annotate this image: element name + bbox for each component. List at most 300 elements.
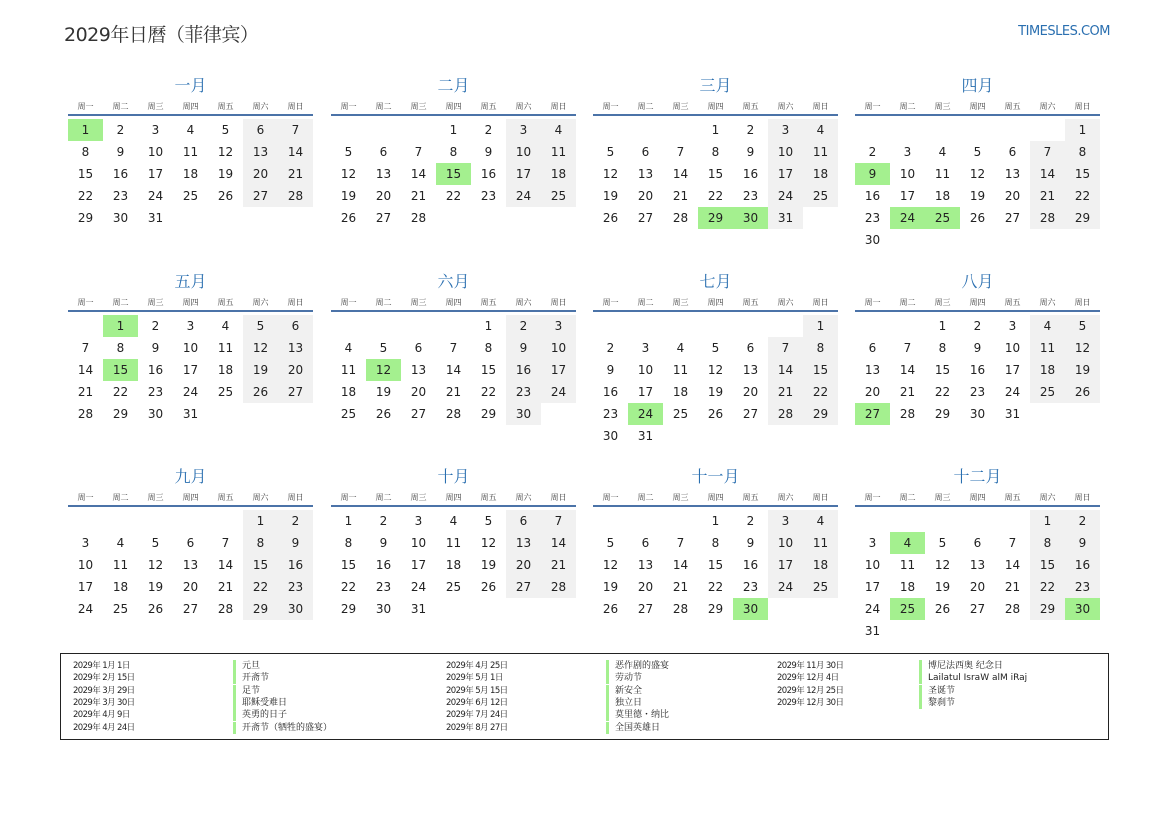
day-cell: 9 xyxy=(278,532,313,554)
day-cell: 19 xyxy=(602,580,619,594)
day-cell: 7 xyxy=(768,337,803,359)
day-cell: 21 xyxy=(541,554,576,576)
day-cell: 21 xyxy=(77,385,94,399)
holiday-legend xyxy=(60,653,1109,740)
weekday-label: 周日 xyxy=(1074,493,1091,502)
weekday-label: 周五 xyxy=(217,298,234,307)
day-cell: 2 xyxy=(746,123,755,137)
day-grid xyxy=(855,315,1100,447)
day-cell: 4 xyxy=(186,123,195,137)
day-cell: 5 xyxy=(221,123,230,137)
day-cell: 3 xyxy=(903,145,912,159)
day-grid xyxy=(68,119,313,251)
day-cell: 8 xyxy=(938,341,947,355)
day-cell: 10 xyxy=(506,141,541,163)
weekday-label: 周三 xyxy=(934,493,951,502)
day-cell: 8 xyxy=(243,532,278,554)
day-cell: 3 xyxy=(186,319,195,333)
day-cell: 17 xyxy=(541,359,576,381)
day-cell: 15 xyxy=(707,167,724,181)
day-cell: 27 xyxy=(243,185,278,207)
day-cell: 20 xyxy=(506,554,541,576)
weekday-label: 周六 xyxy=(1039,493,1056,502)
day-cell: 14 xyxy=(77,363,94,377)
weekday-label: 周一 xyxy=(864,493,881,502)
day-cell: 29 xyxy=(934,407,951,421)
day-grid xyxy=(331,510,576,642)
day-cell: 28 xyxy=(672,211,689,225)
day-cell: 24 xyxy=(768,185,803,207)
day-cell: 23 xyxy=(375,580,392,594)
day-cell: 10 xyxy=(541,337,576,359)
day-cell: 26 xyxy=(969,211,986,225)
weekday-label: 周一 xyxy=(77,493,94,502)
day-cell: 8 xyxy=(344,536,353,550)
day-cell: 18 xyxy=(803,554,838,576)
day-cell: 4 xyxy=(676,341,685,355)
weekday-label: 周二 xyxy=(112,493,129,502)
day-cell: 4 xyxy=(449,514,458,528)
day-cell: 10 xyxy=(768,532,803,554)
day-cell: 14 xyxy=(768,359,803,381)
month-4 xyxy=(855,74,1100,251)
weekday-label: 周五 xyxy=(480,493,497,502)
day-cell: 15 xyxy=(1030,554,1065,576)
day-cell: 5 xyxy=(379,341,388,355)
legend-date: 2029年 6月 12日 xyxy=(446,697,508,708)
day-cell: 16 xyxy=(375,558,392,572)
weekday-label: 周三 xyxy=(934,298,951,307)
weekday-label: 周六 xyxy=(777,298,794,307)
day-cell: 5 xyxy=(606,145,615,159)
month-name: 八月 xyxy=(961,272,994,291)
weekday-label: 周一 xyxy=(864,298,881,307)
day-cell: 28 xyxy=(445,407,462,421)
day-cell: 14 xyxy=(672,167,689,181)
day-cell: 12 xyxy=(602,167,619,181)
weekday-label: 周日 xyxy=(1074,298,1091,307)
weekday-label: 周六 xyxy=(515,493,532,502)
weekday-header xyxy=(331,294,576,312)
day-cell: 6 xyxy=(379,145,388,159)
day-cell: 21 xyxy=(672,189,689,203)
day-cell: 29 xyxy=(243,598,278,620)
day-cell: 4 xyxy=(221,319,230,333)
day-cell: 29 xyxy=(77,211,94,225)
day-cell: 19 xyxy=(340,189,357,203)
day-cell: 10 xyxy=(1004,341,1021,355)
day-cell: 12 xyxy=(480,536,497,550)
legend-date: 2029年 5月 1日 xyxy=(446,673,503,684)
day-cell: 20 xyxy=(182,580,199,594)
day-cell: 9 xyxy=(746,145,755,159)
day-cell: 12 xyxy=(969,167,986,181)
day-cell: 17 xyxy=(899,189,916,203)
day-cell: 6 xyxy=(973,536,982,550)
day-cell: 11 xyxy=(672,363,689,377)
weekday-header xyxy=(68,489,313,507)
weekday-label: 周二 xyxy=(112,102,129,111)
weekday-label: 周日 xyxy=(812,298,829,307)
day-grid xyxy=(331,119,576,251)
day-cell: 28 xyxy=(672,602,689,616)
day-cell: 13 xyxy=(506,532,541,554)
weekday-header xyxy=(331,489,576,507)
day-cell: 2 xyxy=(506,315,541,337)
weekday-label: 周四 xyxy=(445,298,462,307)
day-cell: 13 xyxy=(637,167,654,181)
weekday-label: 周四 xyxy=(969,298,986,307)
day-cell: 2 xyxy=(1065,510,1100,532)
day-cell: 1 xyxy=(484,319,493,333)
legend-date: 2029年 4月 24日 xyxy=(73,722,135,733)
weekday-label: 周五 xyxy=(1004,493,1021,502)
day-cell: 6 xyxy=(1008,145,1017,159)
month-3 xyxy=(593,74,838,251)
day-cell: 22 xyxy=(340,580,357,594)
day-cell: 15 xyxy=(243,554,278,576)
weekday-label: 周一 xyxy=(340,102,357,111)
day-cell: 6 xyxy=(414,341,423,355)
month-5 xyxy=(68,270,313,447)
day-cell: 9 xyxy=(151,341,160,355)
day-cell: 5 xyxy=(484,514,493,528)
legend-holiday-name: 圣诞节 xyxy=(919,685,955,697)
weekday-label: 周五 xyxy=(217,493,234,502)
day-cell: 4 xyxy=(344,341,353,355)
day-cell: 7 xyxy=(278,119,313,141)
day-cell: 18 xyxy=(182,167,199,181)
day-cell: 18 xyxy=(112,580,129,594)
month-1 xyxy=(68,74,313,251)
day-cell: 4 xyxy=(803,119,838,141)
day-cell: 1 xyxy=(449,123,458,137)
day-cell: 15 xyxy=(803,359,838,381)
legend-date: 2029年 8月 27日 xyxy=(446,722,508,733)
day-cell: 25 xyxy=(445,580,462,594)
legend-holiday-name: 独立日 xyxy=(606,697,642,709)
weekday-label: 周六 xyxy=(252,298,269,307)
day-grid xyxy=(593,510,838,642)
day-cell: 11 xyxy=(803,141,838,163)
day-cell: 27 xyxy=(278,381,313,403)
month-6 xyxy=(331,270,576,447)
day-cell: 16 xyxy=(602,385,619,399)
day-cell: 18 xyxy=(445,558,462,572)
month-name: 十月 xyxy=(437,467,470,486)
day-cell: 12 xyxy=(602,558,619,572)
day-cell: 23 xyxy=(969,385,986,399)
weekday-label: 周日 xyxy=(812,102,829,111)
day-cell: 27 xyxy=(969,602,986,616)
day-cell: 19 xyxy=(243,359,278,381)
day-cell: 14 xyxy=(278,141,313,163)
day-cell: 31 xyxy=(147,211,164,225)
day-cell: 31 xyxy=(768,207,803,229)
legend-date: 2029年 3月 30日 xyxy=(73,697,135,708)
weekday-label: 周二 xyxy=(375,493,392,502)
day-cell: 13 xyxy=(1004,167,1021,181)
weekday-label: 周五 xyxy=(742,102,759,111)
day-cell: 18 xyxy=(340,385,357,399)
day-cell: 9 xyxy=(379,536,388,550)
day-cell: 6 xyxy=(186,536,195,550)
day-cell: 21 xyxy=(672,580,689,594)
weekday-label: 周四 xyxy=(182,298,199,307)
day-cell: 2 xyxy=(151,319,160,333)
holiday-day: 15 xyxy=(103,359,138,381)
day-cell: 18 xyxy=(934,189,951,203)
day-cell: 15 xyxy=(707,558,724,572)
day-cell: 13 xyxy=(742,363,759,377)
day-cell: 1 xyxy=(1030,510,1065,532)
holiday-day: 24 xyxy=(628,403,663,425)
weekday-label: 周四 xyxy=(182,493,199,502)
day-cell: 27 xyxy=(182,602,199,616)
day-cell: 14 xyxy=(1004,558,1021,572)
day-cell: 18 xyxy=(217,363,234,377)
weekday-label: 周二 xyxy=(899,493,916,502)
day-cell: 12 xyxy=(934,558,951,572)
weekday-header xyxy=(855,294,1100,312)
legend-date: 2029年 5月 15日 xyxy=(446,685,508,696)
holiday-day: 25 xyxy=(925,207,960,229)
day-cell: 29 xyxy=(803,403,838,425)
weekday-label: 周日 xyxy=(1074,102,1091,111)
weekday-label: 周六 xyxy=(777,102,794,111)
weekday-label: 周日 xyxy=(550,493,567,502)
day-cell: 8 xyxy=(1065,141,1100,163)
day-cell: 1 xyxy=(344,514,353,528)
day-cell: 21 xyxy=(217,580,234,594)
legend-date: 2029年 4月 9日 xyxy=(73,710,130,721)
day-cell: 11 xyxy=(803,532,838,554)
day-cell: 24 xyxy=(864,602,881,616)
day-cell: 3 xyxy=(768,119,803,141)
day-cell: 12 xyxy=(243,337,278,359)
day-cell: 26 xyxy=(707,407,724,421)
day-cell: 6 xyxy=(278,315,313,337)
day-grid xyxy=(331,315,576,447)
month-name: 九月 xyxy=(174,467,207,486)
month-10 xyxy=(331,465,576,642)
day-cell: 12 xyxy=(707,363,724,377)
day-cell: 20 xyxy=(637,580,654,594)
day-cell: 23 xyxy=(602,407,619,421)
day-cell: 9 xyxy=(606,363,615,377)
day-cell: 16 xyxy=(742,558,759,572)
weekday-label: 周一 xyxy=(602,102,619,111)
day-cell: 8 xyxy=(711,536,720,550)
day-cell: 15 xyxy=(934,363,951,377)
day-cell: 27 xyxy=(1004,211,1021,225)
weekday-label: 周三 xyxy=(147,102,164,111)
month-name: 三月 xyxy=(699,76,732,95)
weekday-label: 周一 xyxy=(864,102,881,111)
day-cell: 30 xyxy=(112,211,129,225)
day-cell: 17 xyxy=(1004,363,1021,377)
legend-date: 2029年 11月 30日 xyxy=(777,661,844,671)
day-cell: 31 xyxy=(864,624,881,638)
month-name: 十二月 xyxy=(953,467,1002,486)
day-cell: 2 xyxy=(868,145,877,159)
day-cell: 19 xyxy=(602,189,619,203)
day-cell: 22 xyxy=(77,189,94,203)
month-11 xyxy=(593,465,838,642)
day-cell: 21 xyxy=(278,163,313,185)
day-cell: 17 xyxy=(77,580,94,594)
day-cell: 16 xyxy=(278,554,313,576)
weekday-label: 周一 xyxy=(77,298,94,307)
page-title: 2029年日曆（菲律宾） xyxy=(64,24,259,46)
day-cell: 17 xyxy=(768,163,803,185)
day-cell: 10 xyxy=(768,141,803,163)
legend-holiday-name: 开斋节 xyxy=(233,672,269,684)
day-cell: 26 xyxy=(147,602,164,616)
day-cell: 1 xyxy=(243,510,278,532)
weekday-label: 周四 xyxy=(707,102,724,111)
weekday-label: 周四 xyxy=(707,493,724,502)
day-cell: 28 xyxy=(899,407,916,421)
day-cell: 19 xyxy=(375,385,392,399)
weekday-label: 周六 xyxy=(252,102,269,111)
day-cell: 21 xyxy=(768,381,803,403)
day-cell: 22 xyxy=(934,385,951,399)
weekday-label: 周二 xyxy=(637,102,654,111)
day-cell: 27 xyxy=(742,407,759,421)
day-cell: 1 xyxy=(711,514,720,528)
day-cell: 24 xyxy=(410,580,427,594)
day-cell: 17 xyxy=(637,385,654,399)
day-cell: 16 xyxy=(969,363,986,377)
day-cell: 13 xyxy=(864,363,881,377)
holiday-day: 4 xyxy=(890,532,925,554)
weekday-label: 周四 xyxy=(445,102,462,111)
day-cell: 20 xyxy=(1004,189,1021,203)
weekday-header xyxy=(855,98,1100,116)
weekday-label: 周六 xyxy=(1039,102,1056,111)
weekday-label: 周三 xyxy=(934,102,951,111)
day-cell: 28 xyxy=(77,407,94,421)
day-cell: 9 xyxy=(1065,532,1100,554)
day-cell: 14 xyxy=(541,532,576,554)
day-cell: 6 xyxy=(506,510,541,532)
day-cell: 21 xyxy=(410,189,427,203)
weekday-label: 周六 xyxy=(777,493,794,502)
day-cell: 25 xyxy=(112,602,129,616)
day-cell: 27 xyxy=(410,407,427,421)
day-cell: 29 xyxy=(340,602,357,616)
day-cell: 12 xyxy=(217,145,234,159)
day-cell: 17 xyxy=(506,163,541,185)
day-cell: 9 xyxy=(973,341,982,355)
legend-holiday-name: 元旦 xyxy=(233,660,260,672)
weekday-label: 周二 xyxy=(899,298,916,307)
day-cell: 2 xyxy=(973,319,982,333)
day-cell: 13 xyxy=(243,141,278,163)
day-cell: 24 xyxy=(506,185,541,207)
weekday-label: 周一 xyxy=(77,102,94,111)
holiday-day: 29 xyxy=(698,207,733,229)
day-cell: 20 xyxy=(864,385,881,399)
month-name: 一月 xyxy=(174,76,207,95)
legend-holiday-name: 足节 xyxy=(233,685,260,697)
day-cell: 9 xyxy=(484,145,493,159)
day-cell: 9 xyxy=(116,145,125,159)
legend-date: 2029年 4月 25日 xyxy=(446,661,508,671)
day-cell: 10 xyxy=(147,145,164,159)
day-cell: 24 xyxy=(768,576,803,598)
day-cell: 17 xyxy=(147,167,164,181)
day-cell: 16 xyxy=(506,359,541,381)
weekday-label: 周五 xyxy=(742,493,759,502)
day-cell: 10 xyxy=(77,558,94,572)
holiday-day: 27 xyxy=(855,403,890,425)
legend-holiday-name: 英勇的日子 xyxy=(233,709,287,721)
day-cell: 21 xyxy=(1004,580,1021,594)
month-12 xyxy=(855,465,1100,642)
weekday-label: 周日 xyxy=(287,493,304,502)
day-cell: 7 xyxy=(81,341,90,355)
legend-holiday-name: 博尼法西奥 纪念日 xyxy=(919,660,1003,672)
day-cell: 30 xyxy=(147,407,164,421)
site-link[interactable]: TIMESLES.COM xyxy=(1018,24,1110,39)
weekday-label: 周五 xyxy=(217,102,234,111)
weekday-label: 周一 xyxy=(340,298,357,307)
day-cell: 23 xyxy=(480,189,497,203)
day-cell: 6 xyxy=(641,536,650,550)
day-cell: 13 xyxy=(637,558,654,572)
day-cell: 23 xyxy=(864,211,881,225)
day-cell: 28 xyxy=(768,403,803,425)
day-cell: 5 xyxy=(243,315,278,337)
month-2 xyxy=(331,74,576,251)
weekday-label: 周五 xyxy=(480,298,497,307)
day-cell: 22 xyxy=(707,189,724,203)
day-cell: 18 xyxy=(541,163,576,185)
day-cell: 19 xyxy=(934,580,951,594)
day-cell: 29 xyxy=(1030,598,1065,620)
legend-holiday-name: 开斋节（牺牲的盛宴） xyxy=(233,722,332,734)
day-cell: 14 xyxy=(899,363,916,377)
weekday-label: 周五 xyxy=(480,102,497,111)
day-cell: 5 xyxy=(344,145,353,159)
day-cell: 29 xyxy=(707,602,724,616)
month-name: 十一月 xyxy=(691,467,740,486)
day-cell: 23 xyxy=(147,385,164,399)
weekday-label: 周三 xyxy=(147,493,164,502)
legend-holiday-name: 恶作剧的盛宴 xyxy=(606,660,669,672)
day-cell: 28 xyxy=(1030,207,1065,229)
day-cell: 24 xyxy=(147,189,164,203)
day-cell: 8 xyxy=(484,341,493,355)
day-cell: 9 xyxy=(506,337,541,359)
day-cell: 11 xyxy=(541,141,576,163)
day-cell: 22 xyxy=(1065,185,1100,207)
day-cell: 30 xyxy=(278,598,313,620)
weekday-label: 周二 xyxy=(637,493,654,502)
weekday-header xyxy=(855,489,1100,507)
weekday-header xyxy=(593,489,838,507)
day-cell: 24 xyxy=(541,381,576,403)
weekday-label: 周一 xyxy=(340,493,357,502)
day-cell: 2 xyxy=(606,341,615,355)
day-cell: 21 xyxy=(445,385,462,399)
weekday-label: 周五 xyxy=(1004,102,1021,111)
day-cell: 2 xyxy=(484,123,493,137)
weekday-label: 周二 xyxy=(112,298,129,307)
day-cell: 1 xyxy=(711,123,720,137)
